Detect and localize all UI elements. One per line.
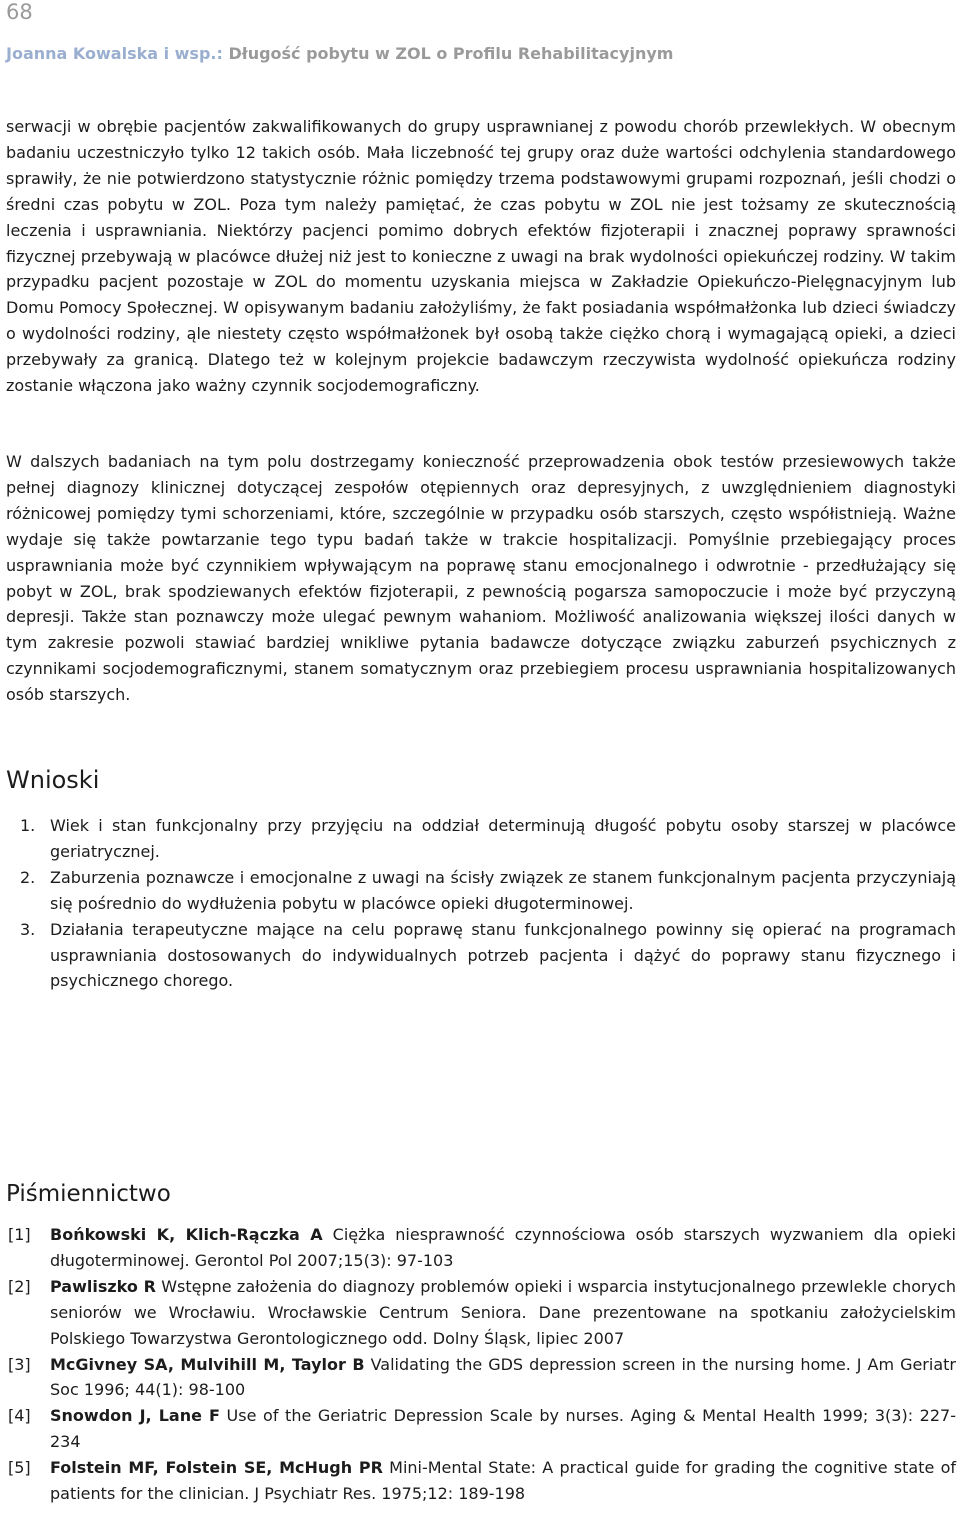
conclusion-text: Działania terapeutyczne mające na celu poprawę stanu funkcjonalnego powinny się opierać na programach usprawniania dostosowanych do indywidualnych potrzeb pacjenta i dążyć do poprawy stanu fizycznego i psychicznego chorego. xyxy=(50,919,956,991)
reference-text: Use of the Geriatric Depression Scale by nurses. Aging & Mental Health 1999; 3(3): 227-234 xyxy=(50,1406,956,1452)
conclusion-number: 1. xyxy=(20,816,36,835)
conclusion-item xyxy=(6,865,956,917)
reference-authors: Pawliszko R xyxy=(50,1276,156,1296)
conclusion-text: Zaburzenia poznawcze i emocjonalne z uwagi na ścisły związek ze stanem funkcjonalnym pacjenta przyczyniają się pośrednio do wydłużenia pobytu w placówce opieki długoterminowej. xyxy=(50,867,956,913)
paragraph-future-research: W dalszych badaniach na tym polu dostrzegamy konieczność przeprowadzenia obok testów przesiewowych także pełnej diagnozy klinicznej dotyczącej zespołów otępiennych oraz depresyjnych, z uwzględnieniem diagnostyki różnicowej pomiędzy tymi schorzeniami, które, szczególnie w przypadku osób starszych, często współistnieją. Ważne wydaje się także powtarzanie tego typu badań także w trakcie hospitalizacji. Pomyślnie przebiegający proces usprawniania może być czynnikiem wpływającym na poprawę stanu emocjonalnego i odwrotnie - przedłużający się pobyt w ZOL, brak spodziewanych efektów fizjoterapii, z pewnością pogarsza samopoczucie i może być przyczyną depresji. Także stan poznawczy może ulegać pewnym wahaniom. Możliwość analizowania większej ilości danych w tym zakresie pozwoli stawiać bardziej wnikliwe pytania badawcze dotyczące związku zaburzeń psychicznych z czynnikami socjodemograficznymi, stanem somatycznym oraz przebiegiem procesu usprawniania hospitalizowanych osób starszych. xyxy=(6,452,956,705)
reference-text: Wstępne założenia do diagnozy problemów opieki i wsparcia instytucjonalnego przewlekle chorych seniorów we Wrocławiu. Wrocławskie Centrum Seniora. Dane prezentowane na spotkaniu założycielskim Polskiego Towarzystwa Gerontologicznego odd. Dolny Śląsk, lipiec 2007 xyxy=(50,1276,956,1348)
running-header-authors: Joanna Kowalska i wsp.: xyxy=(6,44,223,63)
conclusion-text: Wiek i stan funkcjonalny przy przyjęciu na oddział determinują długość pobytu osoby starszej w placówce geriatrycznej. xyxy=(50,816,956,861)
reference-item xyxy=(6,1222,956,1274)
reference-authors: Snowdon J, Lane F xyxy=(50,1406,220,1426)
reference-item xyxy=(6,1352,956,1404)
running-header-title: Długość pobytu w ZOL o Profilu Rehabilitacyjnym xyxy=(228,44,674,63)
conclusion-number: 3. xyxy=(20,919,36,939)
conclusion-item xyxy=(6,813,956,865)
running-header xyxy=(6,44,673,63)
reference-authors: Bońkowski K, Klich-Rączka A xyxy=(50,1225,323,1244)
reference-authors: McGivney SA, Mulvihill M, Taylor B xyxy=(50,1354,365,1374)
reference-text: Mini-Mental State: A practical guide for grading the cognitive state of patients for the clinician. J Psychiatr Res. 1975;12: 189-198 xyxy=(50,1458,956,1504)
reference-authors: Folstein MF, Folstein SE, McHugh PR xyxy=(50,1458,383,1478)
references-heading: Piśmiennictwo xyxy=(6,1181,171,1207)
page-number: 68 xyxy=(6,0,33,24)
reference-text: Validating the GDS depression screen in the nursing home. J Am Geriatr Soc 1996; 44(1): 98-100 xyxy=(50,1354,956,1400)
reference-number: [1] xyxy=(8,1225,31,1244)
reference-number: [2] xyxy=(8,1276,31,1296)
paragraph-discussion: serwacji w obrębie pacjentów zakwalifikowanych do grupy usprawnianej z powodu chorób przewlekłych. W obecnym badaniu uczestniczyło tylko 12 takich osób. Mała liczebność tej grupy oraz duże wartości odchylenia standardowego sprawiły, że nie potwierdzono statystycznie różnic pomiędzy trzema podstawowymi grupami rozpoznań, jeśli chodzi o średni czas pobytu w ZOL. Poza tym należy pamiętać, że czas pobytu w ZOL nie jest tożsamy ze skutecznością leczenia i usprawniania. Niektórzy pacjenci pomimo dobrych efektów fizjoterapii i znacznej poprawy sprawności fizycznej przebywają w placówce dłużej niż jest to konieczne z uwagi na brak wydolności opiekuńczej rodziny. W takim przypadku pacjent pozostaje w ZOL do momentu uzyskania miejsca w Zakładzie Opiekuńczo-Pielęgnacyjnym lub Domu Pomocy Społecznej. W opisywanym badaniu założyliśmy, że fakt posiadania współmałżonka lub dzieci świadczy o wydolności rodziny, ąle niestety często współmałżonek był osobą także ciężko chorą i wymagającą opieki, a dzieci przebywały za granicą. Dlatego też w kolejnym projekcie badawczym rzeczywista wydolność opiekuńcza rodziny zostanie włączona jako ważny czynnik socjodemograficzny. xyxy=(6,117,956,396)
conclusion-item xyxy=(6,917,956,995)
references-list xyxy=(6,1222,956,1507)
conclusions-heading: Wnioski xyxy=(6,766,100,794)
reference-text: Ciężka niesprawność czynnościowa osób starszych wyzwaniem dla opieki długoterminowej. Gerontol Pol 2007;15(3): 97-103 xyxy=(50,1225,956,1270)
reference-item xyxy=(6,1403,956,1455)
reference-item xyxy=(6,1455,956,1507)
reference-number: [3] xyxy=(8,1354,31,1374)
reference-number: [5] xyxy=(8,1458,31,1478)
conclusions-list xyxy=(6,813,956,994)
reference-item xyxy=(6,1274,956,1352)
conclusion-number: 2. xyxy=(20,867,36,887)
reference-number: [4] xyxy=(8,1406,31,1426)
